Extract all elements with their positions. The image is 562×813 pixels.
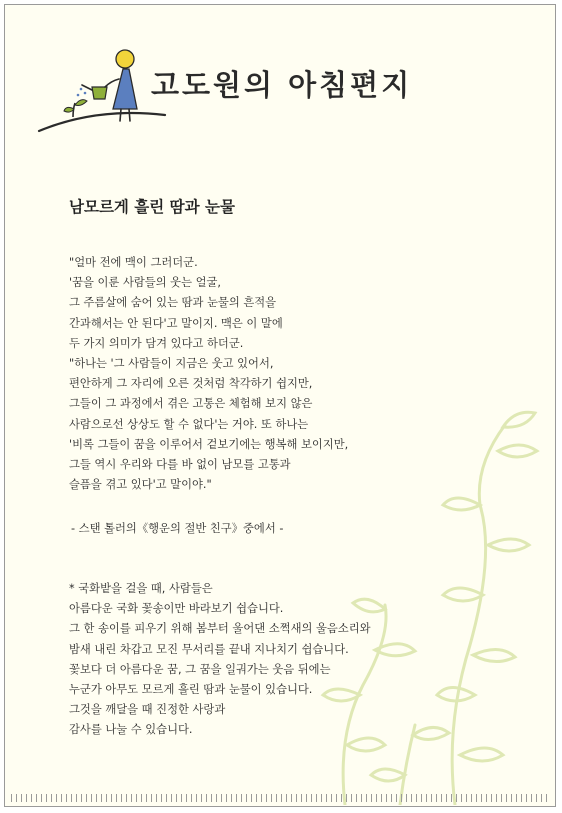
reflection-line: 그것을 깨달을 때 진정한 사랑과 [69,703,226,717]
quote-line: 그 주름살에 숨어 있는 땀과 눈물의 흔적을 [69,296,277,310]
reflection-line: 감사를 나눌 수 있습니다. [69,723,193,737]
letter-page [4,4,556,807]
quote-line: 그들 역시 우리와 다를 바 없이 남모를 고통과 [69,457,291,471]
quote-line: "하나는 '그 사람들이 지금은 웃고 있어서, [69,356,274,370]
reflection-line: 누군가 아무도 모르게 흘린 땀과 눈물이 있습니다. [69,682,313,696]
quote-passage [69,253,348,495]
letter-title: 남모르게 흘린 땀과 눈물 [69,198,235,216]
brand-title: 고도원의 아침편지 [151,68,413,102]
bottom-dashed-border [11,794,549,802]
quote-line: 간과해서는 안 된다'고 말이지. 맥은 이 말에 [69,316,283,330]
quote-line: 그들이 그 과정에서 겪은 고통은 체험해 보지 않은 [69,397,313,411]
quote-line: 두 가지 의미가 담겨 있다고 하더군. [69,336,244,350]
reflection-passage [69,579,371,741]
quote-line: "얼마 전에 맥이 그러더군. [69,256,198,269]
gardener-watering-sprout-icon [37,45,167,135]
reflection-line: 꽃보다 더 아름다운 꿈, 그 꿈을 일궈가는 웃음 뒤에는 [69,662,331,676]
quote-line: 사람으로선 상상도 할 수 없다'는 거야. 또 하나는 [69,417,309,431]
quote-line: 편안하게 그 자리에 오른 것처럼 착각하기 쉽지만, [69,377,313,391]
quote-source: - 스탠 톨러의《행운의 절반 친구》중에서 - [71,522,284,535]
quote-line: '꿈을 이룬 사람들의 웃는 얼굴, [69,276,222,290]
reflection-line: * 국화밭을 걸을 때, 사람들은 [69,582,213,595]
reflection-line: 밤새 내린 차갑고 모진 무서리를 끝내 지나치기 쉽습니다. [69,642,349,656]
quote-line: 슬픔을 겪고 있다'고 말이야." [69,478,212,492]
reflection-line: 아름다운 국화 꽃송이만 바라보기 쉽습니다. [69,602,284,616]
quote-line: '비록 그들이 꿈을 이루어서 겉보기에는 행복해 보이지만, [69,437,349,451]
reflection-line: 그 한 송이를 피우기 위해 봄부터 울어댄 소쩍새의 울음소리와 [69,622,371,636]
